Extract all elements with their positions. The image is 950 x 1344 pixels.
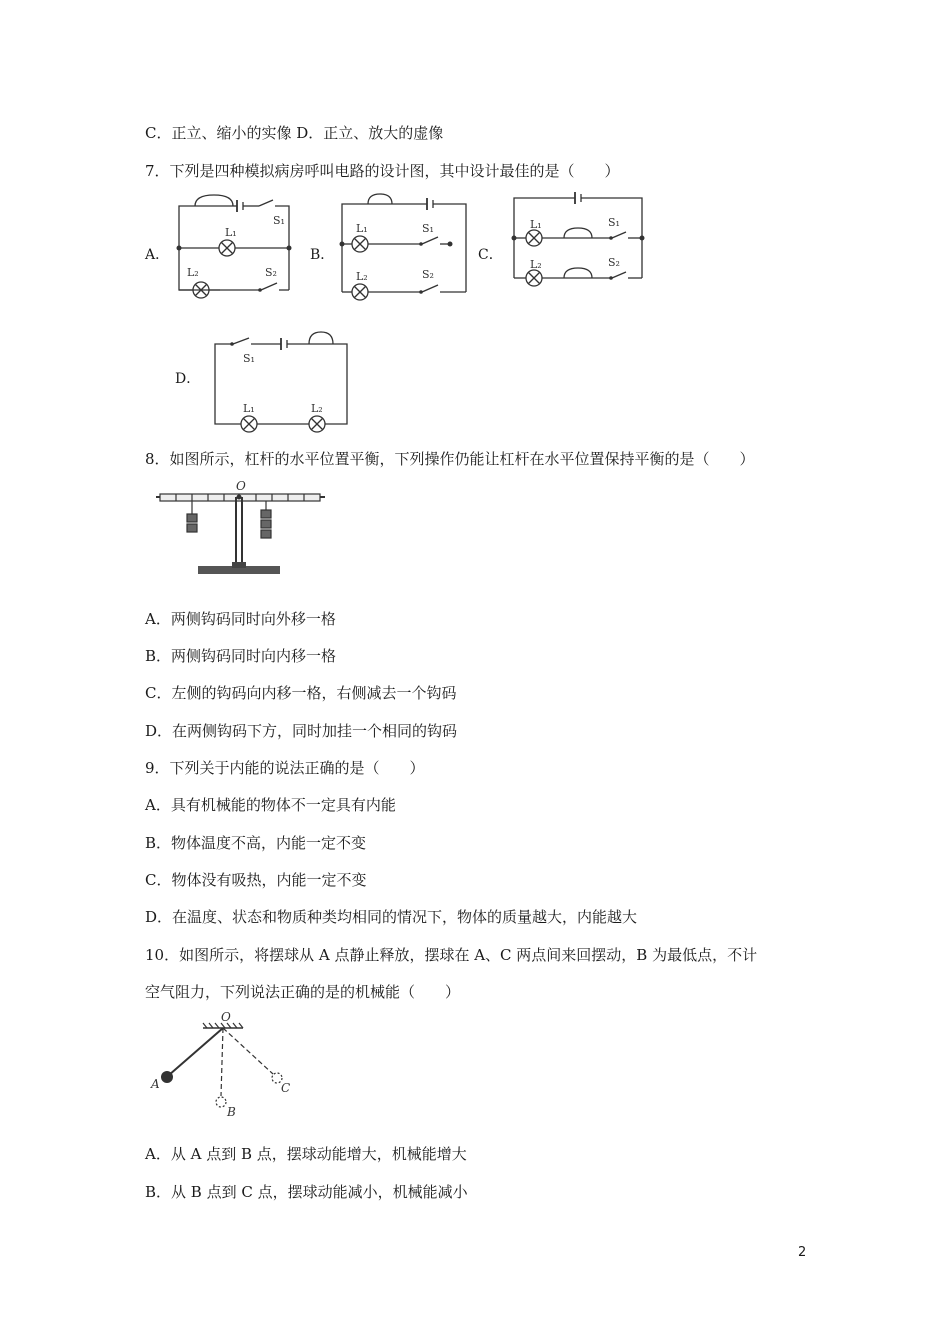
q7c-s2-label: S₂ [608,256,620,269]
q7c-l2-label: L₂ [530,258,542,271]
q7-option-c-label: C． [478,247,503,263]
q9-option-c: C．物体没有吸热，内能一定不变 [145,871,367,889]
q7c-s1-label: S₁ [608,216,620,229]
q7c-l1-label: L₁ [530,218,542,231]
q7-circuit-b [332,192,477,302]
q7b-l2-label: L₂ [356,270,368,283]
q10-point-o: O [221,1010,231,1024]
q7-circuit-d [205,320,355,435]
q10-pendulum-figure [145,1008,295,1118]
q10-option-a: A．从 A 点到 B 点，摆球动能增大，机械能增大 [145,1145,467,1163]
q8-pivot-label: O [236,479,246,493]
page-number: 2 [798,1245,807,1260]
q10-stem-line1: 10．如图所示，将摆球从 A 点静止释放，摆球在 A、C 两点间来回摆动，B 为最低点，不计 [145,946,758,964]
q9-option-d: D．在温度、状态和物质种类均相同的情况下，物体的质量越大，内能越大 [145,908,638,926]
q7a-s2-label: S₂ [265,266,277,279]
q7-stem: 7．下列是四种模拟病房呼叫电路的设计图，其中设计最佳的是（ ） [145,162,620,180]
q7d-l1-label: L₁ [243,402,255,415]
q7b-s2-label: S₂ [422,268,434,281]
q8-stem: 8．如图所示，杠杆的水平位置平衡，下列操作仍能让杠杆在水平位置保持平衡的是（ ） [145,450,755,468]
q7d-s1-label: S₁ [243,352,255,365]
q10-point-b: B [227,1105,236,1118]
q7-circuit-a [165,192,305,300]
q6-options-cd: C．正立、缩小的实像 D．正立、放大的虚像 [145,124,444,142]
q9-option-a: A．具有机械能的物体不一定具有内能 [145,796,396,814]
q7b-l1-label: L₁ [356,222,368,235]
q7a-s1-label: S₁ [273,214,285,227]
q8-option-b: B．两侧钩码同时向内移一格 [145,647,337,665]
q10-point-c: C [281,1081,291,1095]
q8-option-c: C．左侧的钩码向内移一格，右侧减去一个钩码 [145,684,457,702]
q7-circuit-c [500,190,650,298]
q8-option-d: D．在两侧钩码下方，同时加挂一个相同的钩码 [145,722,458,740]
q8-lever-figure [150,478,330,583]
q10-point-a: A [151,1077,160,1091]
q7d-l2-label: L₂ [311,402,323,415]
q7-option-b-label: B． [310,247,335,263]
q7-option-d-label: D． [175,371,201,387]
q8-option-a: A．两侧钩码同时向外移一格 [145,610,336,628]
q9-option-b: B．物体温度不高，内能一定不变 [145,834,367,852]
q10-option-b: B．从 B 点到 C 点，摆球动能减小，机械能减小 [145,1183,468,1201]
q9-stem: 9．下列关于内能的说法正确的是（ ） [145,759,425,777]
q7a-l1-label: L₁ [225,226,237,239]
q7b-s1-label: S₁ [422,222,434,235]
q7a-l2-label: L₂ [187,266,199,279]
q10-stem-line2: 空气阻力，下列说法正确的是的机械能（ ） [145,983,461,1001]
q7-option-a-label: A． [145,247,170,263]
